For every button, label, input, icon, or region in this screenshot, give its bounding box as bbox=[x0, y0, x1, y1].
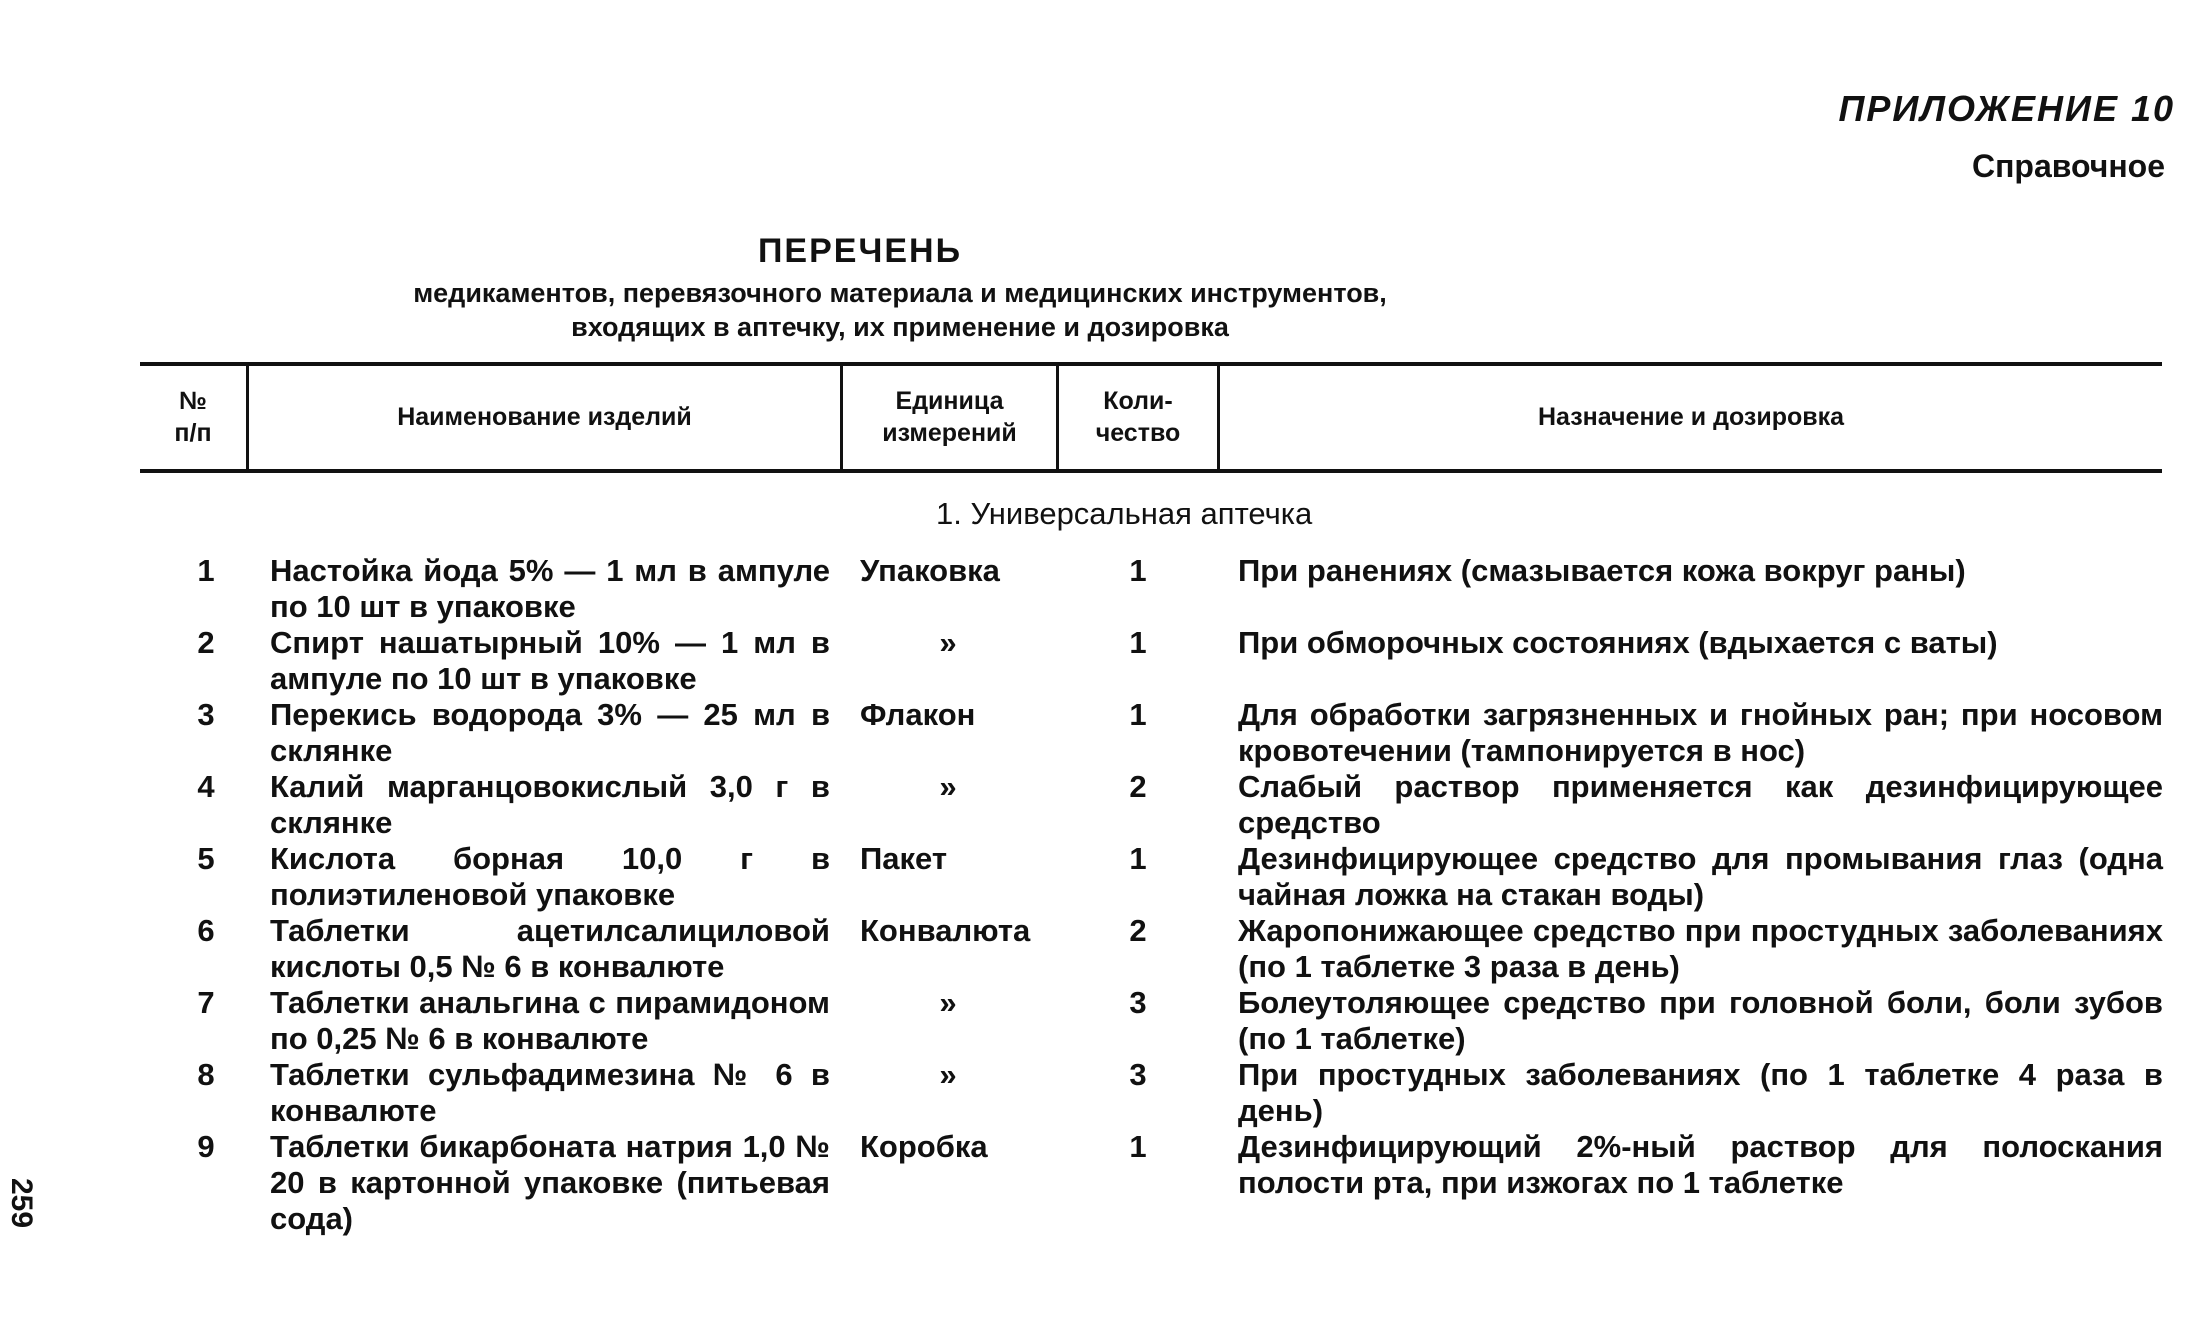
table-row bbox=[0, 985, 2211, 1057]
row-number: 7 bbox=[197, 985, 215, 1020]
item-purpose: Дезинфицирующее средство для промывания глаз (одна чайная ложка на стакан воды) bbox=[1238, 841, 2163, 912]
item-unit: Пакет bbox=[860, 841, 948, 876]
column-header-item-name: Наименование изделий bbox=[397, 402, 692, 431]
appendix-label: ПРИЛОЖЕНИЕ 10 bbox=[1838, 88, 2175, 129]
table-row bbox=[0, 913, 2211, 985]
column-header-number: № п/п bbox=[174, 387, 212, 447]
item-purpose: При простудных заболеваниях (по 1 таблетке 4 раза в день) bbox=[1238, 1057, 2163, 1128]
row-number: 9 bbox=[197, 1129, 215, 1164]
item-quantity: 1 bbox=[1129, 1129, 1147, 1164]
table-row bbox=[0, 625, 2211, 697]
row-number: 4 bbox=[197, 769, 215, 804]
column-header-quantity: Коли- чество bbox=[1095, 387, 1181, 447]
item-unit: » bbox=[939, 769, 957, 804]
item-unit: » bbox=[939, 1057, 957, 1092]
row-number: 5 bbox=[197, 841, 215, 876]
item-quantity: 1 bbox=[1129, 625, 1147, 660]
reference-note: Справочное bbox=[1971, 148, 2165, 184]
item-purpose: Для обработки загрязненных и гнойных ран; при носовом кровотечении (тампонируется в нос) bbox=[1238, 697, 2163, 768]
item-unit: » bbox=[939, 985, 957, 1020]
document-subtitle-line-1: медикаментов, перевязочного материала и медицинских инструментов, bbox=[413, 278, 1387, 308]
column-header-purpose: Назначение и дозировка bbox=[1537, 402, 1845, 431]
item-quantity: 1 bbox=[1129, 697, 1147, 732]
item-name: Таблетки сульфадимезина № 6 в конвалюте bbox=[270, 1057, 830, 1128]
item-purpose: При ранениях (смазывается кожа вокруг раны) bbox=[1238, 553, 1966, 588]
item-quantity: 2 bbox=[1129, 913, 1147, 948]
item-unit: Упаковка bbox=[860, 553, 1000, 588]
item-purpose: Дезинфицирующий 2%-ный раствор для полоскания полости рта, при изжогах по 1 таблетке bbox=[1238, 1129, 2163, 1200]
item-purpose: Жаропонижающее средство при простудных заболеваниях (по 1 таблетке 3 раза в день) bbox=[1238, 913, 2163, 984]
item-quantity: 2 bbox=[1129, 769, 1147, 804]
item-quantity: 3 bbox=[1129, 985, 1147, 1020]
item-name: Таблетки бикарбоната натрия 1,0 № 20 в картонной упаковке (питьевая сода) bbox=[270, 1129, 830, 1236]
item-name: Спирт нашатырный 10% — 1 мл в ампуле по 10 шт в упаковке bbox=[270, 625, 830, 696]
item-quantity: 3 bbox=[1129, 1057, 1147, 1092]
item-purpose: Болеутоляющее средство при головной боли, боли зубов (по 1 таблетке) bbox=[1238, 985, 2163, 1056]
row-number: 8 bbox=[197, 1057, 215, 1092]
item-unit: Коробка bbox=[860, 1129, 988, 1164]
item-name: Таблетки ацетилсалициловой кислоты 0,5 № 6 в конвалюте bbox=[270, 913, 830, 984]
table-row bbox=[0, 769, 2211, 841]
item-name: Настойка йода 5% — 1 мл в ампуле по 10 шт в упаковке bbox=[270, 553, 830, 624]
item-name: Таблетки анальгина с пирамидоном по 0,25 № 6 в конвалюте bbox=[270, 985, 830, 1056]
item-purpose: При обморочных состояниях (вдыхается с ваты) bbox=[1238, 625, 1998, 660]
item-unit: » bbox=[939, 625, 957, 660]
item-name: Перекись водорода 3% — 25 мл в склянке bbox=[270, 697, 830, 768]
document-subtitle-line-2: входящих в аптечку, их применение и дозировка bbox=[571, 312, 1229, 342]
table-header-bottom-rule bbox=[140, 469, 2162, 473]
item-name: Кислота борная 10,0 г в полиэтиленовой упаковке bbox=[270, 841, 830, 912]
table-row bbox=[0, 841, 2211, 913]
row-number: 1 bbox=[197, 553, 215, 588]
item-unit: Конвалюта bbox=[860, 913, 1031, 948]
table-row bbox=[0, 697, 2211, 769]
item-name: Калий марганцовокислый 3,0 г в склянке bbox=[270, 769, 830, 840]
item-quantity: 1 bbox=[1129, 841, 1147, 876]
table-row bbox=[0, 1129, 2211, 1239]
table-row bbox=[0, 553, 2211, 625]
row-number: 2 bbox=[197, 625, 215, 660]
column-header-unit: Единица измерений bbox=[882, 387, 1017, 447]
document-title: ПЕРЕЧЕНЬ bbox=[757, 232, 963, 270]
item-unit: Флакон bbox=[860, 697, 976, 732]
item-purpose: Слабый раствор применяется как дезинфицирующее средство bbox=[1238, 769, 2163, 840]
row-number: 3 bbox=[197, 697, 215, 732]
page-number: 259 bbox=[5, 1178, 38, 1229]
section-heading: 1. Универсальная аптечка bbox=[936, 496, 1313, 531]
row-number: 6 bbox=[197, 913, 215, 948]
item-quantity: 1 bbox=[1129, 553, 1147, 588]
table-row bbox=[0, 1057, 2211, 1129]
